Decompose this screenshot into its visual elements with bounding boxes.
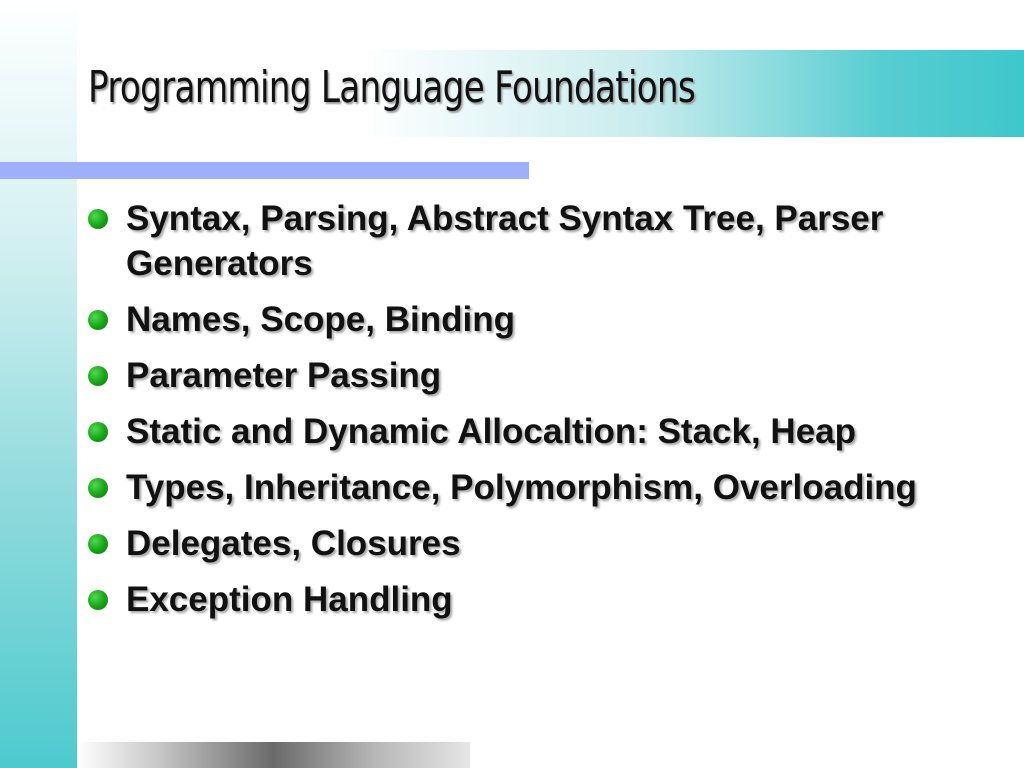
bullet-text: Syntax, Parsing, Abstract Syntax Tree, Parser Generators	[126, 199, 884, 283]
bullet-item	[88, 465, 988, 510]
bullet-dot-icon	[88, 422, 108, 442]
bullet-dot-icon	[88, 366, 108, 386]
bullet-item	[88, 297, 988, 342]
bullet-item	[88, 353, 988, 398]
bottom-gradient-bar	[77, 742, 470, 768]
title-underline-bar	[0, 162, 529, 179]
bullet-text: Static and Dynamic Allocaltion: Stack, Heap	[126, 412, 857, 451]
left-gradient-strip	[0, 0, 77, 768]
bullet-dot-icon	[88, 534, 108, 554]
bullet-item	[88, 521, 988, 566]
bullet-dot-icon	[88, 209, 108, 229]
bullet-list	[88, 196, 988, 633]
slide-title: Programming Language Foundations	[88, 62, 695, 113]
bullet-dot-icon	[88, 310, 108, 330]
bullet-text: Types, Inheritance, Polymorphism, Overloading	[126, 468, 917, 507]
bullet-item	[88, 196, 988, 286]
bullet-item	[88, 577, 988, 622]
bullet-text: Parameter Passing	[126, 356, 442, 395]
bullet-dot-icon	[88, 478, 108, 498]
bullet-text: Names, Scope, Binding	[126, 300, 515, 339]
bullet-text: Exception Handling	[126, 580, 453, 619]
bullet-item	[88, 409, 988, 454]
bullet-dot-icon	[88, 590, 108, 610]
bullet-text: Delegates, Closures	[126, 524, 461, 563]
